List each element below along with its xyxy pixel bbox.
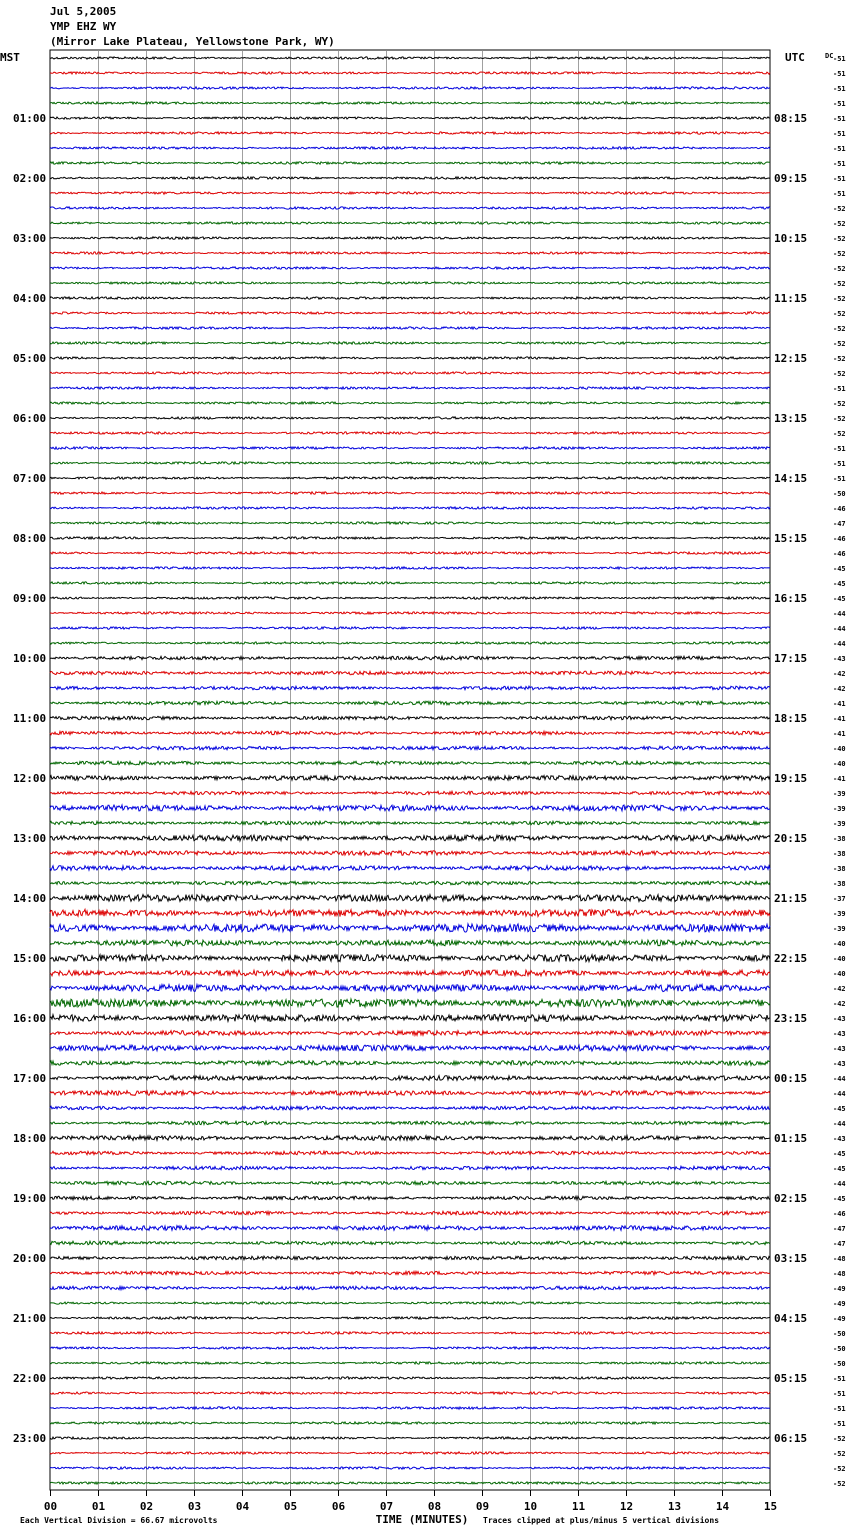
dc-offset-label: -41: [833, 715, 846, 723]
dc-offset-label: -49: [833, 1285, 846, 1293]
mst-hour-label: 02:00: [13, 172, 47, 185]
utc-hour-label: 16:15: [774, 592, 808, 605]
dc-offset-label: -44: [833, 625, 846, 633]
dc-offset-label: -44: [833, 1180, 846, 1188]
dc-offset-label: -43: [833, 1030, 846, 1038]
dc-offset-label: -52: [833, 295, 846, 303]
utc-hour-label: 15:15: [774, 532, 808, 545]
dc-offset-label: -41: [833, 700, 846, 708]
dc-offset-label: -47: [833, 1240, 846, 1248]
trace-line: [50, 102, 770, 104]
dc-offset-label: -48: [833, 1255, 846, 1263]
utc-hour-label: 03:15: [774, 1252, 808, 1265]
mst-hour-label: 19:00: [13, 1192, 47, 1205]
dc-offset-label: -49: [833, 1315, 846, 1323]
trace-line: [50, 1061, 770, 1066]
trace-line: [50, 597, 770, 599]
dc-offset-label: -45: [833, 1150, 846, 1158]
trace-line: [50, 462, 770, 464]
trace-line: [50, 821, 770, 825]
mst-hour-label: 11:00: [13, 712, 47, 725]
mst-hour-label: 21:00: [13, 1312, 47, 1325]
trace-line: [50, 207, 770, 209]
dc-offset-label: -44: [833, 1075, 846, 1083]
trace-line: [50, 1362, 770, 1364]
trace-line: [50, 970, 770, 976]
dc-offset-label: -44: [833, 1120, 846, 1128]
dc-offset-label: -37: [833, 895, 846, 903]
dc-offset-label: -44: [833, 640, 846, 648]
trace-line: [50, 192, 770, 194]
trace-line: [50, 851, 770, 856]
dc-offset-label: -50: [833, 1330, 846, 1338]
trace-line: [50, 477, 770, 479]
mst-hour-label: 18:00: [13, 1132, 47, 1145]
trace-line: [50, 612, 770, 614]
dc-offset-label: -46: [833, 1210, 846, 1218]
utc-hour-label: 18:15: [774, 712, 808, 725]
mst-hour-label: 20:00: [13, 1252, 47, 1265]
trace-line: [50, 1196, 770, 1200]
trace-line: [50, 1377, 770, 1379]
mst-hour-label: 17:00: [13, 1072, 47, 1085]
dc-offset-label: -51: [833, 160, 846, 168]
trace-line: [50, 1467, 770, 1469]
dc-offset-label: -52: [833, 400, 846, 408]
x-tick-label: 12: [619, 1500, 634, 1513]
trace-line: [50, 147, 770, 149]
utc-hour-label: 23:15: [774, 1012, 808, 1025]
dc-offset-label: -40: [833, 745, 846, 753]
trace-line: [50, 1271, 770, 1275]
trace-line: [50, 955, 770, 962]
mst-hour-label: 22:00: [13, 1372, 47, 1385]
dc-offset-label: -51: [833, 175, 846, 183]
trace-line: [50, 1392, 770, 1394]
dc-offset-label: -45: [833, 580, 846, 588]
utc-hour-label: 14:15: [774, 472, 808, 485]
x-tick-label: 06: [331, 1500, 346, 1513]
trace-line: [50, 522, 770, 524]
x-tick-label: 14: [715, 1500, 730, 1513]
dc-offset-label: -52: [833, 1435, 846, 1443]
trace-line: [50, 671, 770, 675]
mst-hour-label: 14:00: [13, 892, 47, 905]
dc-offset-label: -42: [833, 985, 846, 993]
dc-offset-label: -52: [833, 325, 846, 333]
trace-line: [50, 924, 770, 932]
dc-offset-label: -39: [833, 925, 846, 933]
dc-offset-label: -52: [833, 235, 846, 243]
trace-line: [50, 417, 770, 419]
dc-offset-label: -52: [833, 310, 846, 318]
dc-offset-label: -52: [833, 340, 846, 348]
x-tick-label: 15: [763, 1500, 778, 1513]
dc-offset-label: -44: [833, 610, 846, 618]
dc-offset-label: -39: [833, 790, 846, 798]
dc-offset-label: -44: [833, 1090, 846, 1098]
mst-hour-label: 05:00: [13, 352, 47, 365]
trace-line: [50, 909, 770, 916]
trace-line: [50, 805, 770, 811]
dc-offset-label: -38: [833, 835, 846, 843]
x-tick-label: 10: [523, 1500, 538, 1513]
trace-line: [50, 1332, 770, 1334]
dc-offset-label: -43: [833, 1135, 846, 1143]
trace-line: [50, 1151, 770, 1155]
trace-line: [50, 999, 770, 1007]
scale-note: Each Vertical Division = 66.67 microvolts: [20, 1516, 218, 1525]
x-tick-label: 08: [427, 1500, 442, 1513]
trace-line: [50, 1452, 770, 1454]
dc-offset-label: -52: [833, 220, 846, 228]
dc-offset-label: -41: [833, 730, 846, 738]
dc-offset-label: -51: [833, 1405, 846, 1413]
x-axis-title: TIME (MINUTES): [375, 1513, 469, 1526]
trace-line: [50, 791, 770, 795]
trace-line: [50, 222, 770, 224]
mst-hour-label: 15:00: [13, 952, 47, 965]
location-label: (Mirror Lake Plateau, Yellowstone Park, WY): [50, 35, 335, 48]
mst-hour-label: 03:00: [13, 232, 47, 245]
trace-line: [50, 57, 770, 59]
dc-offset-label: -51: [833, 1375, 846, 1383]
trace-line: [50, 492, 770, 494]
trace-line: [50, 297, 770, 299]
dc-offset-label: -45: [833, 1105, 846, 1113]
trace-line: [50, 881, 770, 885]
dc-label: DC: [825, 52, 834, 60]
x-tick-label: 05: [283, 1500, 298, 1513]
dc-offset-label: -46: [833, 535, 846, 543]
trace-line: [50, 716, 770, 720]
trace-line: [50, 1014, 770, 1021]
trace-line: [50, 1317, 770, 1319]
dc-offset-label: -52: [833, 265, 846, 273]
trace-line: [50, 432, 770, 434]
dc-offset-label: -38: [833, 865, 846, 873]
trace-line: [50, 1091, 770, 1096]
dc-offset-label: -42: [833, 685, 846, 693]
mst-hour-label: 09:00: [13, 592, 47, 605]
mst-hour-label: 12:00: [13, 772, 47, 785]
dc-offset-label: -38: [833, 850, 846, 858]
trace-line: [50, 1422, 770, 1424]
dc-offset-label: -39: [833, 820, 846, 828]
dc-offset-label: -40: [833, 955, 846, 963]
dc-offset-label: -45: [833, 1195, 846, 1203]
dc-offset-label: -48: [833, 1270, 846, 1278]
dc-offset-label: -51: [833, 70, 846, 78]
dc-offset-label: -43: [833, 1015, 846, 1023]
dc-offset-label: -38: [833, 880, 846, 888]
dc-offset-label: -52: [833, 370, 846, 378]
x-tick-label: 03: [187, 1500, 202, 1513]
station-label: YMP EHZ WY: [50, 20, 117, 33]
trace-line: [50, 1482, 770, 1484]
mst-hour-label: 08:00: [13, 532, 47, 545]
dc-offset-label: -51: [833, 445, 846, 453]
dc-offset-label: -51: [833, 460, 846, 468]
dc-offset-label: -40: [833, 970, 846, 978]
trace-line: [50, 372, 770, 374]
date-label: Jul 5,2005: [50, 5, 117, 18]
trace-line: [50, 1437, 770, 1439]
dc-offset-label: -51: [833, 115, 846, 123]
dc-offset-label: -52: [833, 415, 846, 423]
trace-line: [50, 731, 770, 735]
mst-hour-label: 10:00: [13, 652, 47, 665]
trace-line: [50, 1106, 770, 1110]
utc-hour-label: 13:15: [774, 412, 808, 425]
dc-offset-label: -52: [833, 430, 846, 438]
trace-line: [50, 267, 770, 269]
trace-line: [50, 342, 770, 344]
utc-hour-label: 09:15: [774, 172, 808, 185]
utc-hour-label: 10:15: [774, 232, 808, 245]
dc-offset-label: -51: [833, 55, 846, 63]
dc-offset-label: -51: [833, 1420, 846, 1428]
trace-line: [50, 1347, 770, 1349]
mst-hour-label: 04:00: [13, 292, 47, 305]
trace-line: [50, 552, 770, 554]
x-tick-label: 13: [667, 1500, 682, 1513]
dc-offset-label: -49: [833, 1300, 846, 1308]
trace-line: [50, 1136, 770, 1141]
dc-offset-label: -51: [833, 385, 846, 393]
trace-line: [50, 327, 770, 329]
trace-line: [50, 282, 770, 284]
clip-note: Traces clipped at plus/minus 5 vertical divisions: [483, 1516, 720, 1525]
trace-line: [50, 507, 770, 509]
trace-line: [50, 656, 770, 660]
utc-hour-label: 02:15: [774, 1192, 808, 1205]
dc-offset-label: -50: [833, 1360, 846, 1368]
x-tick-label: 01: [91, 1500, 106, 1513]
trace-line: [50, 537, 770, 539]
dc-offset-label: -52: [833, 250, 846, 258]
mst-hour-label: 13:00: [13, 832, 47, 845]
dc-offset-label: -50: [833, 490, 846, 498]
dc-offset-label: -51: [833, 85, 846, 93]
trace-line: [50, 72, 770, 74]
utc-hour-label: 00:15: [774, 1072, 808, 1085]
dc-offset-label: -52: [833, 1465, 846, 1473]
trace-line: [50, 1076, 770, 1081]
trace-line: [50, 402, 770, 404]
trace-line: [50, 895, 770, 902]
utc-hour-label: 01:15: [774, 1132, 808, 1145]
trace-line: [50, 1302, 770, 1304]
trace-line: [50, 252, 770, 254]
dc-offset-label: -52: [833, 1480, 846, 1488]
x-tick-label: 04: [235, 1500, 250, 1513]
trace-line: [50, 387, 770, 389]
mst-hour-label: 01:00: [13, 112, 47, 125]
dc-offset-label: -40: [833, 760, 846, 768]
trace-line: [50, 1241, 770, 1245]
dc-offset-label: -40: [833, 940, 846, 948]
trace-line: [50, 746, 770, 750]
trace-line: [50, 1181, 770, 1185]
mst-hour-label: 07:00: [13, 472, 47, 485]
trace-line: [50, 776, 770, 781]
utc-hour-label: 21:15: [774, 892, 808, 905]
utc-hour-label: 20:15: [774, 832, 808, 845]
trace-line: [50, 1407, 770, 1409]
trace-line: [50, 686, 770, 690]
trace-line: [50, 985, 770, 992]
trace-line: [50, 1045, 770, 1051]
dc-offset-label: -51: [833, 100, 846, 108]
trace-line: [50, 642, 770, 644]
utc-hour-label: 22:15: [774, 952, 808, 965]
trace-line: [50, 1211, 770, 1215]
utc-hour-label: 05:15: [774, 1372, 808, 1385]
utc-axis-title: UTC: [785, 51, 805, 64]
dc-offset-label: -42: [833, 1000, 846, 1008]
x-tick-label: 11: [571, 1500, 586, 1513]
trace-line: [50, 447, 770, 449]
dc-offset-label: -47: [833, 520, 846, 528]
utc-hour-label: 04:15: [774, 1312, 808, 1325]
dc-offset-label: -39: [833, 805, 846, 813]
dc-offset-label: -39: [833, 910, 846, 918]
dc-offset-label: -51: [833, 475, 846, 483]
trace-line: [50, 1121, 770, 1125]
trace-line: [50, 940, 770, 946]
x-tick-label: 02: [139, 1500, 154, 1513]
trace-line: [50, 87, 770, 89]
mst-axis-title: MST: [0, 51, 20, 64]
trace-line: [50, 312, 770, 314]
trace-line: [50, 835, 770, 841]
trace-line: [50, 357, 770, 359]
dc-offset-label: -46: [833, 550, 846, 558]
utc-hour-label: 12:15: [774, 352, 808, 365]
dc-offset-label: -47: [833, 1225, 846, 1233]
mst-hour-label: 16:00: [13, 1012, 47, 1025]
trace-line: [50, 132, 770, 134]
trace-line: [50, 1286, 770, 1290]
x-tick-label: 09: [475, 1500, 490, 1513]
dc-offset-label: -42: [833, 670, 846, 678]
trace-line: [50, 237, 770, 239]
trace-line: [50, 627, 770, 629]
trace-line: [50, 701, 770, 705]
trace-line: [50, 866, 770, 871]
utc-hour-label: 17:15: [774, 652, 808, 665]
dc-offset-label: -41: [833, 775, 846, 783]
dc-offset-label: -50: [833, 1345, 846, 1353]
trace-line: [50, 1256, 770, 1260]
trace-line: [50, 1226, 770, 1231]
mst-hour-label: 06:00: [13, 412, 47, 425]
trace-line: [50, 582, 770, 584]
utc-hour-label: 19:15: [774, 772, 808, 785]
dc-offset-label: -51: [833, 1390, 846, 1398]
dc-offset-label: -52: [833, 280, 846, 288]
trace-line: [50, 761, 770, 765]
utc-hour-label: 11:15: [774, 292, 808, 305]
trace-line: [50, 1166, 770, 1170]
dc-offset-label: -52: [833, 205, 846, 213]
trace-line: [50, 177, 770, 179]
dc-offset-label: -45: [833, 565, 846, 573]
mst-hour-label: 23:00: [13, 1432, 47, 1445]
dc-offset-label: -51: [833, 130, 846, 138]
utc-hour-label: 08:15: [774, 112, 808, 125]
dc-offset-label: -51: [833, 190, 846, 198]
dc-offset-label: -51: [833, 145, 846, 153]
dc-offset-label: -52: [833, 1450, 846, 1458]
utc-hour-label: 06:15: [774, 1432, 808, 1445]
trace-line: [50, 567, 770, 569]
x-tick-label: 07: [379, 1500, 394, 1513]
dc-offset-label: -43: [833, 655, 846, 663]
trace-line: [50, 1031, 770, 1036]
dc-offset-label: -43: [833, 1060, 846, 1068]
trace-line: [50, 117, 770, 119]
dc-offset-label: -45: [833, 595, 846, 603]
trace-line: [50, 162, 770, 164]
x-tick-label: 00: [43, 1500, 58, 1513]
dc-offset-label: -45: [833, 1165, 846, 1173]
dc-offset-label: -52: [833, 355, 846, 363]
dc-offset-label: -46: [833, 505, 846, 513]
dc-offset-label: -43: [833, 1045, 846, 1053]
